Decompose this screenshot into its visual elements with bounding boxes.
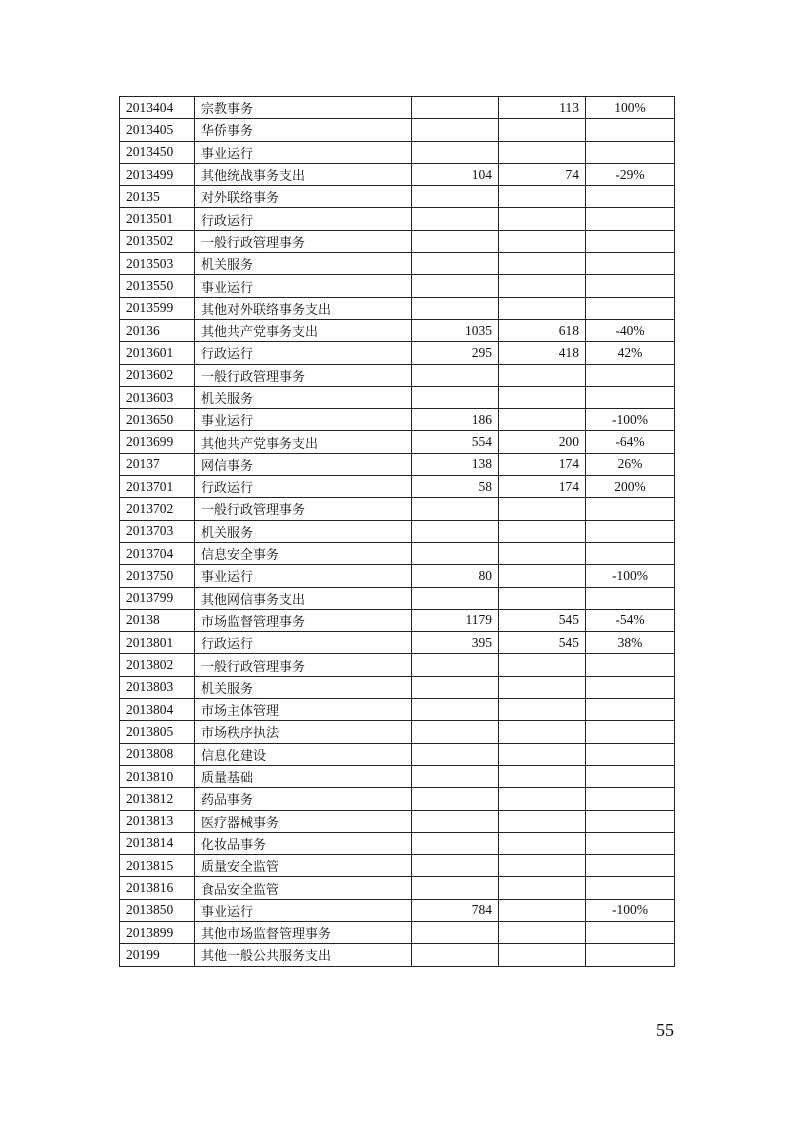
row-name-cell: 行政运行 (195, 632, 412, 654)
row-change-percent-cell (586, 832, 675, 854)
row-value-2-cell (499, 275, 586, 297)
row-change-percent-cell (586, 654, 675, 676)
row-value-2-cell (499, 654, 586, 676)
row-change-percent-cell: -29% (586, 163, 675, 185)
row-value-1-cell (412, 788, 499, 810)
table-row (120, 163, 675, 185)
row-value-1-cell: 186 (412, 409, 499, 431)
row-value-2-cell (499, 386, 586, 408)
row-code-cell: 2013501 (120, 208, 195, 230)
row-value-1-cell (412, 743, 499, 765)
row-name-cell: 事业运行 (195, 275, 412, 297)
row-change-percent-cell: -100% (586, 565, 675, 587)
row-code-cell: 2013810 (120, 765, 195, 787)
row-value-2-cell (499, 765, 586, 787)
row-name-cell: 机关服务 (195, 253, 412, 275)
row-code-cell: 2013803 (120, 676, 195, 698)
table-row (120, 565, 675, 587)
table-row (120, 498, 675, 520)
row-code-cell: 2013814 (120, 832, 195, 854)
row-value-1-cell (412, 275, 499, 297)
table-row (120, 788, 675, 810)
row-value-1-cell: 1179 (412, 609, 499, 631)
row-value-2-cell (499, 253, 586, 275)
row-change-percent-cell (586, 141, 675, 163)
table-row (120, 699, 675, 721)
row-change-percent-cell (586, 119, 675, 141)
table-row (120, 542, 675, 564)
row-value-1-cell: 58 (412, 476, 499, 498)
table-row (120, 186, 675, 208)
row-change-percent-cell (586, 944, 675, 966)
table-body (120, 97, 675, 967)
row-value-2-cell (499, 565, 586, 587)
table-row (120, 921, 675, 943)
table-row (120, 520, 675, 542)
row-code-cell: 2013599 (120, 297, 195, 319)
row-name-cell: 其他共产党事务支出 (195, 319, 412, 341)
row-change-percent-cell (586, 699, 675, 721)
row-name-cell: 信息化建设 (195, 743, 412, 765)
row-name-cell: 机关服务 (195, 520, 412, 542)
row-value-2-cell: 174 (499, 453, 586, 475)
row-code-cell: 2013502 (120, 230, 195, 252)
row-value-2-cell (499, 119, 586, 141)
row-name-cell: 其他一般公共服务支出 (195, 944, 412, 966)
row-code-cell: 2013704 (120, 542, 195, 564)
row-code-cell: 2013813 (120, 810, 195, 832)
row-value-2-cell (499, 542, 586, 564)
row-code-cell: 2013550 (120, 275, 195, 297)
row-value-1-cell (412, 855, 499, 877)
row-value-1-cell (412, 699, 499, 721)
row-name-cell: 一般行政管理事务 (195, 498, 412, 520)
row-code-cell: 2013602 (120, 364, 195, 386)
row-name-cell: 华侨事务 (195, 119, 412, 141)
row-value-1-cell (412, 721, 499, 743)
row-value-1-cell (412, 141, 499, 163)
row-name-cell: 事业运行 (195, 565, 412, 587)
row-change-percent-cell (586, 542, 675, 564)
row-change-percent-cell (586, 520, 675, 542)
row-value-1-cell (412, 297, 499, 319)
row-code-cell: 2013808 (120, 743, 195, 765)
row-value-2-cell (499, 230, 586, 252)
table-row (120, 453, 675, 475)
row-value-2-cell (499, 743, 586, 765)
row-value-2-cell (499, 297, 586, 319)
row-code-cell: 2013804 (120, 699, 195, 721)
row-name-cell: 市场主体管理 (195, 699, 412, 721)
row-name-cell: 行政运行 (195, 208, 412, 230)
row-name-cell: 其他对外联络事务支出 (195, 297, 412, 319)
row-value-2-cell: 200 (499, 431, 586, 453)
row-change-percent-cell (586, 788, 675, 810)
row-code-cell: 20138 (120, 609, 195, 631)
row-code-cell: 2013503 (120, 253, 195, 275)
row-value-1-cell (412, 364, 499, 386)
row-value-2-cell (499, 899, 586, 921)
row-code-cell: 2013603 (120, 386, 195, 408)
row-value-2-cell (499, 855, 586, 877)
table-row (120, 409, 675, 431)
row-value-2-cell: 174 (499, 476, 586, 498)
row-change-percent-cell (586, 921, 675, 943)
row-value-2-cell (499, 944, 586, 966)
row-value-2-cell (499, 498, 586, 520)
row-name-cell: 医疗器械事务 (195, 810, 412, 832)
row-change-percent-cell: 42% (586, 342, 675, 364)
row-value-1-cell (412, 498, 499, 520)
row-name-cell: 一般行政管理事务 (195, 230, 412, 252)
row-value-1-cell (412, 386, 499, 408)
row-value-2-cell (499, 877, 586, 899)
row-value-1-cell: 395 (412, 632, 499, 654)
row-change-percent-cell (586, 275, 675, 297)
row-change-percent-cell (586, 676, 675, 698)
row-code-cell: 2013703 (120, 520, 195, 542)
row-value-1-cell (412, 542, 499, 564)
table-row (120, 319, 675, 341)
table-row (120, 208, 675, 230)
row-name-cell: 事业运行 (195, 899, 412, 921)
row-change-percent-cell (586, 186, 675, 208)
row-code-cell: 20136 (120, 319, 195, 341)
table-row (120, 275, 675, 297)
table-row (120, 632, 675, 654)
row-change-percent-cell (586, 230, 675, 252)
row-name-cell: 化妆品事务 (195, 832, 412, 854)
row-change-percent-cell: 26% (586, 453, 675, 475)
table-row (120, 765, 675, 787)
row-value-1-cell (412, 810, 499, 832)
table-row (120, 297, 675, 319)
row-name-cell: 质量安全监管 (195, 855, 412, 877)
row-change-percent-cell (586, 386, 675, 408)
row-value-2-cell: 418 (499, 342, 586, 364)
row-code-cell: 2013499 (120, 163, 195, 185)
row-change-percent-cell: -100% (586, 409, 675, 431)
row-change-percent-cell: -100% (586, 899, 675, 921)
row-value-2-cell (499, 699, 586, 721)
row-code-cell: 2013405 (120, 119, 195, 141)
row-value-1-cell (412, 230, 499, 252)
row-name-cell: 其他共产党事务支出 (195, 431, 412, 453)
row-value-2-cell (499, 788, 586, 810)
row-change-percent-cell (586, 364, 675, 386)
row-code-cell: 2013450 (120, 141, 195, 163)
row-code-cell: 2013801 (120, 632, 195, 654)
row-code-cell: 2013815 (120, 855, 195, 877)
row-value-1-cell (412, 765, 499, 787)
row-value-1-cell: 295 (412, 342, 499, 364)
row-code-cell: 2013701 (120, 476, 195, 498)
table-row (120, 944, 675, 966)
row-name-cell: 对外联络事务 (195, 186, 412, 208)
row-name-cell: 信息安全事务 (195, 542, 412, 564)
row-name-cell: 食品安全监管 (195, 877, 412, 899)
table-row (120, 721, 675, 743)
row-value-2-cell (499, 832, 586, 854)
row-value-1-cell (412, 208, 499, 230)
row-change-percent-cell (586, 743, 675, 765)
table-row (120, 587, 675, 609)
row-value-1-cell: 1035 (412, 319, 499, 341)
table-row (120, 230, 675, 252)
row-code-cell: 20135 (120, 186, 195, 208)
row-value-2-cell (499, 810, 586, 832)
row-value-1-cell (412, 944, 499, 966)
row-change-percent-cell (586, 253, 675, 275)
row-name-cell: 宗教事务 (195, 97, 412, 119)
row-value-2-cell: 545 (499, 632, 586, 654)
row-value-2-cell (499, 186, 586, 208)
row-code-cell: 20199 (120, 944, 195, 966)
table-row (120, 810, 675, 832)
row-value-2-cell (499, 587, 586, 609)
page-number: 55 (656, 1020, 674, 1040)
row-name-cell: 药品事务 (195, 788, 412, 810)
row-change-percent-cell (586, 498, 675, 520)
table-row (120, 253, 675, 275)
row-value-1-cell (412, 877, 499, 899)
row-value-2-cell (499, 921, 586, 943)
row-code-cell: 20137 (120, 453, 195, 475)
table-row (120, 97, 675, 119)
row-value-2-cell (499, 208, 586, 230)
row-code-cell: 2013812 (120, 788, 195, 810)
row-change-percent-cell (586, 208, 675, 230)
row-value-1-cell: 554 (412, 431, 499, 453)
row-value-2-cell (499, 520, 586, 542)
row-name-cell: 网信事务 (195, 453, 412, 475)
row-code-cell: 2013816 (120, 877, 195, 899)
row-name-cell: 其他统战事务支出 (195, 163, 412, 185)
row-change-percent-cell: 200% (586, 476, 675, 498)
row-name-cell: 一般行政管理事务 (195, 364, 412, 386)
row-change-percent-cell (586, 587, 675, 609)
row-value-1-cell (412, 253, 499, 275)
row-code-cell: 2013805 (120, 721, 195, 743)
row-code-cell: 2013799 (120, 587, 195, 609)
row-value-2-cell: 113 (499, 97, 586, 119)
row-value-2-cell (499, 364, 586, 386)
table-row (120, 832, 675, 854)
table-row (120, 364, 675, 386)
row-value-1-cell (412, 587, 499, 609)
row-name-cell: 行政运行 (195, 476, 412, 498)
row-code-cell: 2013601 (120, 342, 195, 364)
row-value-1-cell: 104 (412, 163, 499, 185)
row-change-percent-cell (586, 765, 675, 787)
row-change-percent-cell (586, 810, 675, 832)
row-code-cell: 2013699 (120, 431, 195, 453)
row-code-cell: 2013802 (120, 654, 195, 676)
row-value-1-cell: 784 (412, 899, 499, 921)
table-row (120, 141, 675, 163)
row-name-cell: 机关服务 (195, 676, 412, 698)
row-code-cell: 2013650 (120, 409, 195, 431)
row-name-cell: 事业运行 (195, 141, 412, 163)
row-value-2-cell (499, 721, 586, 743)
row-value-1-cell (412, 119, 499, 141)
row-name-cell: 其他网信事务支出 (195, 587, 412, 609)
row-change-percent-cell: -40% (586, 319, 675, 341)
row-value-1-cell (412, 520, 499, 542)
row-value-1-cell (412, 676, 499, 698)
table-row (120, 855, 675, 877)
row-change-percent-cell (586, 721, 675, 743)
row-name-cell: 市场秩序执法 (195, 721, 412, 743)
table-row (120, 342, 675, 364)
row-name-cell: 其他市场监督管理事务 (195, 921, 412, 943)
table-row (120, 877, 675, 899)
table-row (120, 743, 675, 765)
row-value-1-cell (412, 921, 499, 943)
row-name-cell: 一般行政管理事务 (195, 654, 412, 676)
row-code-cell: 2013702 (120, 498, 195, 520)
row-change-percent-cell (586, 297, 675, 319)
budget-table (119, 96, 675, 967)
row-value-1-cell: 80 (412, 565, 499, 587)
row-code-cell: 2013899 (120, 921, 195, 943)
table-row (120, 119, 675, 141)
row-code-cell: 2013404 (120, 97, 195, 119)
row-value-1-cell (412, 654, 499, 676)
row-change-percent-cell (586, 877, 675, 899)
table-row (120, 476, 675, 498)
row-name-cell: 机关服务 (195, 386, 412, 408)
row-name-cell: 市场监督管理事务 (195, 609, 412, 631)
row-value-2-cell (499, 676, 586, 698)
table-row (120, 676, 675, 698)
row-change-percent-cell (586, 855, 675, 877)
row-value-1-cell (412, 832, 499, 854)
table-row (120, 386, 675, 408)
table-row (120, 899, 675, 921)
row-value-2-cell: 618 (499, 319, 586, 341)
row-value-2-cell (499, 141, 586, 163)
row-change-percent-cell: 100% (586, 97, 675, 119)
row-code-cell: 2013750 (120, 565, 195, 587)
row-change-percent-cell: 38% (586, 632, 675, 654)
row-value-2-cell: 74 (499, 163, 586, 185)
row-change-percent-cell: -64% (586, 431, 675, 453)
row-value-1-cell (412, 186, 499, 208)
row-name-cell: 行政运行 (195, 342, 412, 364)
row-value-1-cell: 138 (412, 453, 499, 475)
row-name-cell: 事业运行 (195, 409, 412, 431)
row-value-2-cell: 545 (499, 609, 586, 631)
row-code-cell: 2013850 (120, 899, 195, 921)
row-name-cell: 质量基础 (195, 765, 412, 787)
row-value-1-cell (412, 97, 499, 119)
table-row (120, 654, 675, 676)
row-value-2-cell (499, 409, 586, 431)
table-row (120, 609, 675, 631)
row-change-percent-cell: -54% (586, 609, 675, 631)
table-row (120, 431, 675, 453)
